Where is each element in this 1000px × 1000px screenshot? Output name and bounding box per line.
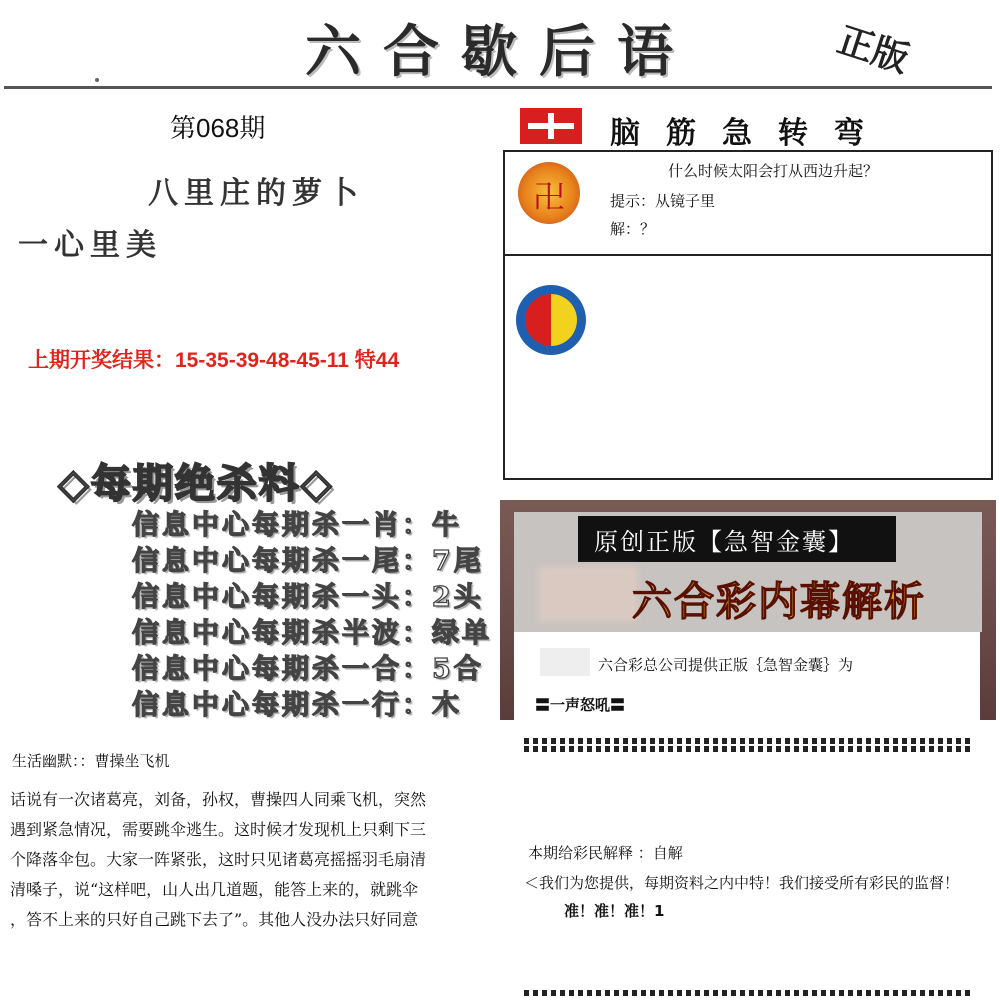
roar-heading: 〓一声怒吼〓 [535, 696, 626, 714]
humor-line: 个降落伞包。大家一阵紧张，这时只见诸葛亮摇摇羽毛扇清 [10, 850, 427, 869]
swastika-emblem-icon [518, 162, 580, 224]
accurate-line: 准！准！准！1 [564, 902, 665, 920]
poster-banner-text: 六合彩内幕解析 [632, 578, 926, 625]
explain-line: 本期给彩民解释 ：自解 [528, 844, 683, 862]
teaser-question: 什么时候太阳会打从西边升起？ [668, 162, 879, 180]
brain-teaser-title: 脑筋急转弯 [610, 116, 890, 151]
humor-story [10, 785, 488, 935]
header-dot [95, 78, 99, 82]
poster-top-text: 原创正版【急智金囊】 [594, 528, 854, 556]
page-title: 六合歇后语 [305, 19, 695, 85]
dashed-divider [524, 990, 974, 996]
kill-item-wave: 信息中心每期杀半波：绿单 [132, 618, 492, 649]
header-divider [4, 86, 992, 89]
issue-number: 第068期 [170, 113, 266, 143]
dashed-divider [524, 746, 974, 752]
yin-yang-core [525, 294, 577, 346]
kill-list [132, 508, 492, 724]
panel-divider [503, 254, 993, 256]
blurred-logo [540, 648, 590, 676]
edition-badge: 正版 [832, 18, 914, 81]
humor-line: 清嗓子，说“这样吧，山人出几道题，能答上来的，就跳伞 [10, 880, 419, 899]
humor-line: ，答不上来的只好自己跳下去了”。其他人没办法只好同意 [10, 910, 419, 929]
riddle-answer: 一心里美 [18, 228, 162, 263]
kill-item-element: 信息中心每期杀一行：木 [132, 690, 462, 721]
kill-section-title: ◇每期绝杀料◇ [58, 460, 334, 507]
emblem-glyph: 卍 [532, 178, 565, 216]
riddle-text: 八里庄的萝卜 [148, 176, 364, 211]
promise-line: ＜我们为您提供，每期资料之内中特！我们接受所有彩民的监督！ [524, 874, 960, 892]
humor-line: 话说有一次诸葛亮，刘备，孙权，曹操四人同乘飞机，突然 [10, 790, 427, 809]
teaser-solution: 解：？ [610, 220, 656, 238]
kill-item-zodiac: 信息中心每期杀一肖：牛 [132, 510, 462, 541]
teaser-hint: 提示：从镜子里 [610, 192, 716, 210]
kill-item-sum: 信息中心每期杀一合：5合 [132, 654, 484, 685]
yin-yang-bagua-icon [516, 285, 586, 355]
kill-item-head: 信息中心每期杀一头：2头 [132, 582, 484, 613]
last-draw-result: 上期开奖结果：15-35-39-48-45-11 特44 [28, 349, 400, 372]
blurred-region [538, 566, 638, 622]
dashed-divider [524, 738, 974, 744]
kill-item-tail: 信息中心每期杀一尾：7尾 [132, 546, 484, 577]
poster-body [514, 632, 980, 1000]
red-cross-logo-icon [520, 108, 582, 144]
company-line: 六合彩总公司提供正版｛急智金囊｝为 [598, 656, 854, 674]
humor-title: 生活幽默：：曹操坐飞机 [12, 752, 170, 770]
humor-line: 遇到紧急情况，需要跳伞逃生。这时候才发现机上只剩下三 [10, 820, 427, 839]
